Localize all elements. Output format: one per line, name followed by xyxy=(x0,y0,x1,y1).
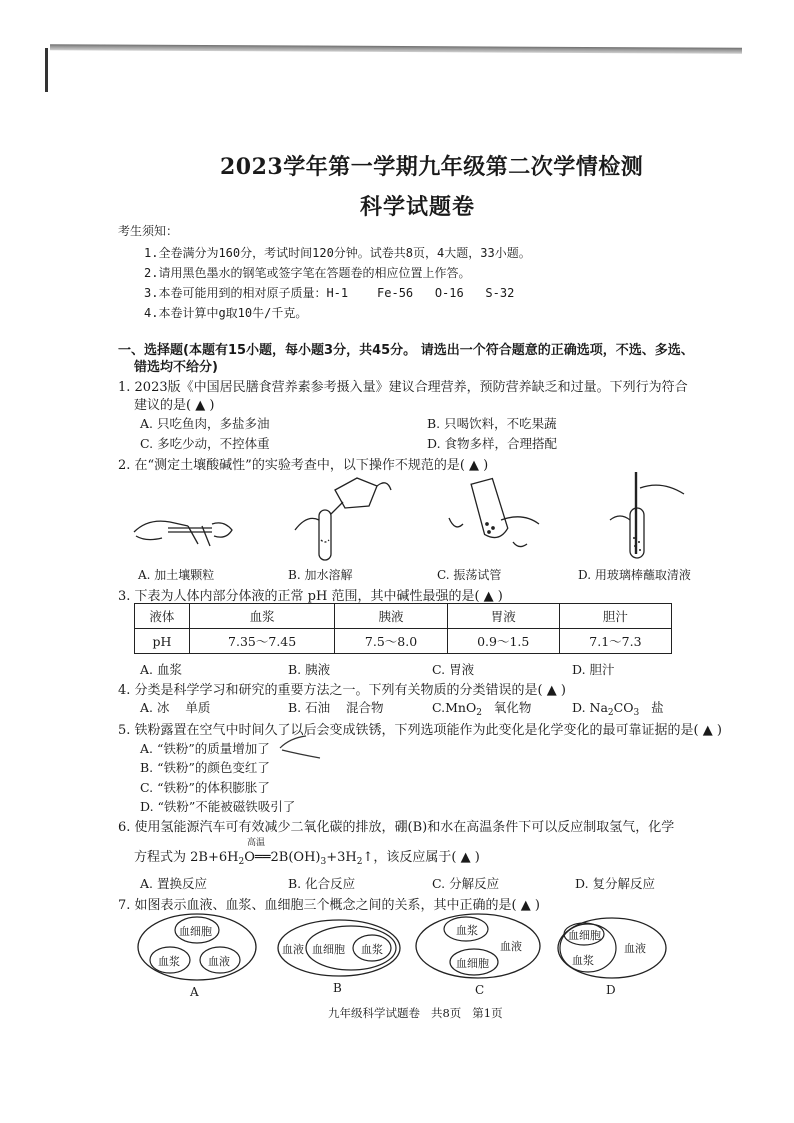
q4-option-a: A. 冰 单质 xyxy=(140,700,211,715)
page-title: 2023学年第一学期九年级第二次学情检测 xyxy=(220,154,644,180)
q1-option-d: D. 食物多样，合理搭配 xyxy=(427,436,558,451)
scan-left-mark xyxy=(45,48,48,92)
q2-stem: 2. 在“测定土壤酸碱性”的实验考查中，以下操作不规范的是( ▲ ) xyxy=(118,458,489,473)
venn-diagram-d: 血细胞 血浆 血液 xyxy=(556,916,668,980)
q7-label-d: D xyxy=(606,983,616,997)
q6-condition: 高温 xyxy=(247,838,266,848)
table-cell: 7.35～7.45 xyxy=(189,629,335,654)
q3-option-a: A. 血浆 xyxy=(140,662,182,677)
q6-option-a: A. 置换反应 xyxy=(140,876,207,891)
table-row xyxy=(135,629,672,654)
q2-option-a: A. 加土壤颗粒 xyxy=(138,568,215,582)
notes-item-1: 1.全卷满分为160分，考试时间120分钟。试卷共8页，4大题，33小题。 xyxy=(144,246,531,260)
q2-option-c: C. 振荡试管 xyxy=(437,568,502,582)
table-cell: 胰液 xyxy=(335,604,447,629)
section-heading-line2: 错选均不给分) xyxy=(134,360,218,375)
q1-stem: 1. 2023版《中国居民膳食营养素参考摄入量》建议合理营养，预防营养缺乏和过量。下列行为符合 xyxy=(118,380,688,395)
venn-diagram-b: 血液 血细胞 血浆 xyxy=(276,918,402,978)
table-cell: 胃液 xyxy=(447,604,559,629)
q3-option-c: C. 胃液 xyxy=(432,662,475,677)
scan-top-rule xyxy=(50,44,742,54)
venn-diagram-a: 血细胞 血浆 血液 xyxy=(136,912,258,982)
table-cell: 7.1～7.3 xyxy=(559,629,671,654)
q5-option-c: C. “铁粉”的体积膨胀了 xyxy=(140,780,270,795)
figure-shake-tube xyxy=(443,472,553,562)
q7-label-b: B xyxy=(333,981,342,995)
figure-glass-rod xyxy=(606,468,696,563)
q7-label-a: A xyxy=(190,985,199,999)
q4-option-b: B. 石油 混合物 xyxy=(288,700,384,715)
notes-item-3: 3.本卷可能用到的相对原子质量：H-1 Fe-56 O-16 S-32 xyxy=(144,286,515,300)
figure-add-soil xyxy=(128,500,238,560)
q7-label-c: C xyxy=(475,983,485,997)
q5-stem: 5. 铁粉露置在空气中时间久了以后会变成铁锈，下列选项能作为此变化是化学变化的最可靠证据的是( ▲ ) xyxy=(118,723,722,738)
ph-table xyxy=(134,603,672,654)
q6-option-d: D. 复分解反应 xyxy=(575,876,656,891)
q5-option-d: D. “铁粉”不能被磁铁吸引了 xyxy=(140,799,296,814)
table-cell: 血浆 xyxy=(189,604,335,629)
table-cell: 7.5～8.0 xyxy=(335,629,447,654)
table-cell: 胆汁 xyxy=(559,604,671,629)
q1-option-b: B. 只喝饮料，不吃果蔬 xyxy=(427,416,557,431)
q2-option-d: D. 用玻璃棒蘸取清液 xyxy=(578,568,691,582)
section-heading: 一、选择题(本题有15小题，每小题3分，共45分。 请选出一个符合题意的正确选项，不选、多选、 xyxy=(118,343,694,358)
q6-arrow: ══ xyxy=(254,850,271,865)
q6-stem: 6. 使用氢能源汽车可有效减少二氧化碳的排放，硼(B)和水在高温条件下可以反应制取氢气，化学 xyxy=(118,820,675,835)
q3-option-b: B. 胰液 xyxy=(288,662,331,677)
q3-stem: 3. 下表为人体内部分体液的正常 pH 范围，其中碱性最强的是( ▲ ) xyxy=(118,589,503,604)
notes-item-2: 2.请用黑色墨水的钢笔或签字笔在答题卷的相应位置上作答。 xyxy=(144,266,471,280)
table-cell: pH xyxy=(135,629,190,654)
table-cell: 0.9～1.5 xyxy=(447,629,559,654)
q4-option-d: D. $Na_2CO_3$ 盐 xyxy=(572,700,664,718)
q6-option-b: B. 化合反应 xyxy=(288,876,356,891)
q4-option-c: C.MnO$_2$ 氧化物 xyxy=(432,700,532,718)
q5-option-b: B. “铁粉”的颜色变红了 xyxy=(140,760,270,775)
q4-stem: 4. 分类是科学学习和研究的重要方法之一。下列有关物质的分类错误的是( ▲ ) xyxy=(118,683,566,698)
q7-stem: 7. 如图表示血液、血浆、血细胞三个概念之间的关系，其中正确的是( ▲ ) xyxy=(118,898,540,913)
table-row xyxy=(135,604,672,629)
q2-option-b: B. 加水溶解 xyxy=(288,568,353,582)
table-cell: 液体 xyxy=(135,604,190,629)
page-footer: 九年级科学试题卷 共8页 第1页 xyxy=(328,1006,503,1020)
figure-add-water xyxy=(285,470,395,565)
handwritten-mark xyxy=(276,730,326,760)
q1-stem-line2: 建议的是( ▲ ) xyxy=(134,398,215,413)
q1-option-a: A. 只吃鱼肉，多盐多油 xyxy=(140,416,270,431)
q5-option-a: A. “铁粉”的质量增加了 xyxy=(140,741,270,756)
q6-equation: 方程式为 $2B+6H_2O══2B(OH)_3+3H_2↑$，该反应属于( ▲ ) xyxy=(134,850,480,867)
venn-diagram-c: 血浆 血液 血细胞 xyxy=(414,912,542,980)
page-subtitle: 科学试题卷 xyxy=(360,194,476,220)
q1-option-c: C. 多吃少动，不控体重 xyxy=(140,436,270,451)
notes-item-4: 4.本卷计算中g取10牛/千克。 xyxy=(144,306,308,320)
q6-option-c: C. 分解反应 xyxy=(432,876,500,891)
q3-option-d: D. 胆汁 xyxy=(572,662,615,677)
notes-heading: 考生须知： xyxy=(118,224,179,238)
